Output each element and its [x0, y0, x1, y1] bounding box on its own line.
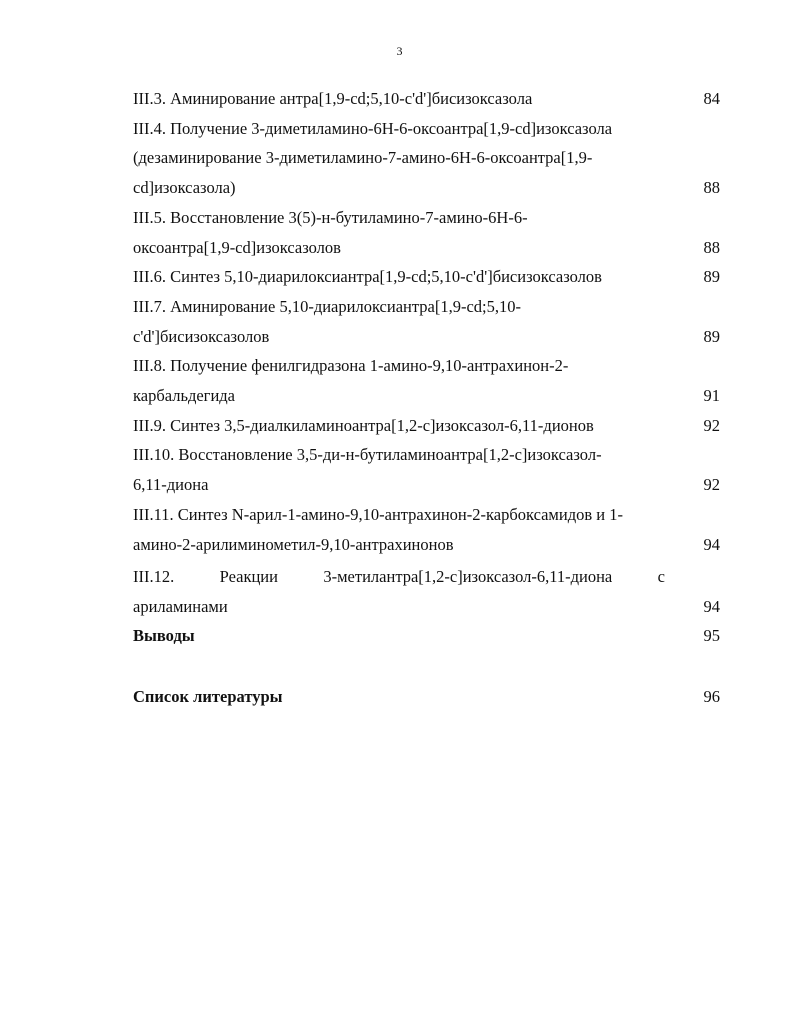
toc-entry-text: III.7. Аминирование 5,10-диарилоксиантра[1,9-cd;5,10-: [133, 296, 521, 316]
toc-entry-text: III.5. Восстановление 3(5)-н-бутиламино-7-амино-6H-6-: [133, 207, 528, 227]
toc-page-number: 94: [703, 534, 720, 554]
toc-entry-line: [133, 597, 720, 617]
toc-entry-text: c'd']бисизоксазолов: [133, 326, 270, 346]
toc-entry-label: Выводы: [133, 626, 195, 645]
toc-entry-line: [133, 327, 720, 347]
toc-entry-text: 6,11-диона: [133, 475, 209, 495]
toc-entry-line: [133, 297, 720, 317]
toc-entry-line: [133, 535, 720, 555]
toc-entry-text: карбальдегида: [133, 386, 235, 405]
toc-entry-references: [133, 687, 720, 707]
toc-entry-line: [133, 89, 720, 109]
toc-entry-text: cd]изоксазола): [133, 178, 236, 198]
toc-entry-word: Реакции: [219, 567, 278, 587]
toc-page-number: 88: [703, 178, 720, 198]
page-number: 3: [396, 44, 403, 58]
toc-entry-text: оксоантра[1,9-cd]изоксазолов: [133, 237, 341, 257]
toc-entry-text: III.10. Восстановление 3,5-ди-н-бутиламиноантра[1,2-c]изоксазол-: [133, 445, 602, 465]
toc-entry-text: III.6. Синтез 5,10-диарилоксиантра[1,9-cd;5,10-c'd']бисизоксазолов: [133, 267, 602, 287]
toc-entry-word: с: [657, 567, 665, 587]
toc-entry-word: III.12.: [133, 567, 175, 587]
toc-page-number: 92: [703, 415, 720, 435]
toc-page-number: 94: [703, 596, 720, 616]
toc-entry-word: 3-метилантра[1,2-c]изоксазол-6,11-диона: [323, 567, 613, 587]
toc-entry-line: [133, 356, 720, 376]
toc-entry-line: [133, 238, 720, 258]
toc-entry-line: [133, 416, 720, 436]
toc-entry-conclusions: [133, 626, 720, 646]
toc-entry-label: Список литературы: [133, 687, 283, 706]
toc-entry-line: [133, 119, 720, 139]
toc-page-number: 95: [703, 626, 720, 645]
toc-page-number: 89: [703, 267, 720, 287]
toc-entry-justified-text: [133, 567, 665, 587]
toc-entry-line: [133, 445, 720, 465]
toc-entry-line: [133, 178, 720, 198]
toc-entry-line: [133, 567, 720, 587]
toc-entry-text: амино-2-арилиминометил-9,10-антрахинонов: [133, 534, 454, 554]
toc-page-number: 92: [703, 475, 720, 495]
toc-entry-text: III.11. Синтез N-арил-1-амино-9,10-антрахинон-2-карбоксамидов и 1-: [133, 504, 623, 524]
toc-entry-line: [133, 475, 720, 495]
toc-entry-text: (дезаминирование 3-диметиламино-7-амино-6H-6-оксоантра[1,9-: [133, 148, 593, 168]
toc-page-number: 91: [703, 386, 720, 405]
toc-entry-text: III.8. Получение фенилгидразона 1-амино-9,10-антрахинон-2-: [133, 356, 569, 376]
toc-page-number: 96: [703, 687, 720, 706]
toc-entry-text: III.4. Получение 3-диметиламино-6H-6-оксоантра[1,9-cd]изоксазола: [133, 118, 613, 138]
toc-page-number: 84: [703, 89, 720, 108]
toc-entry-text: III.3. Аминирование антра[1,9-cd;5,10-c'd']бисизоксазола: [133, 89, 533, 108]
toc-page-number: 89: [703, 326, 720, 346]
toc-entry-text: ариламинами: [133, 596, 228, 616]
toc-entry-text: III.9. Синтез 3,5-диалкиламиноантра[1,2-c]изоксазол-6,11-дионов: [133, 415, 594, 435]
toc-entry-line: [133, 267, 720, 287]
toc-entry-line: [133, 386, 720, 406]
toc-entry-line: [133, 208, 720, 228]
toc-entry-line: [133, 148, 720, 168]
toc-entry-line: [133, 505, 720, 525]
toc-page-number: 88: [703, 237, 720, 257]
